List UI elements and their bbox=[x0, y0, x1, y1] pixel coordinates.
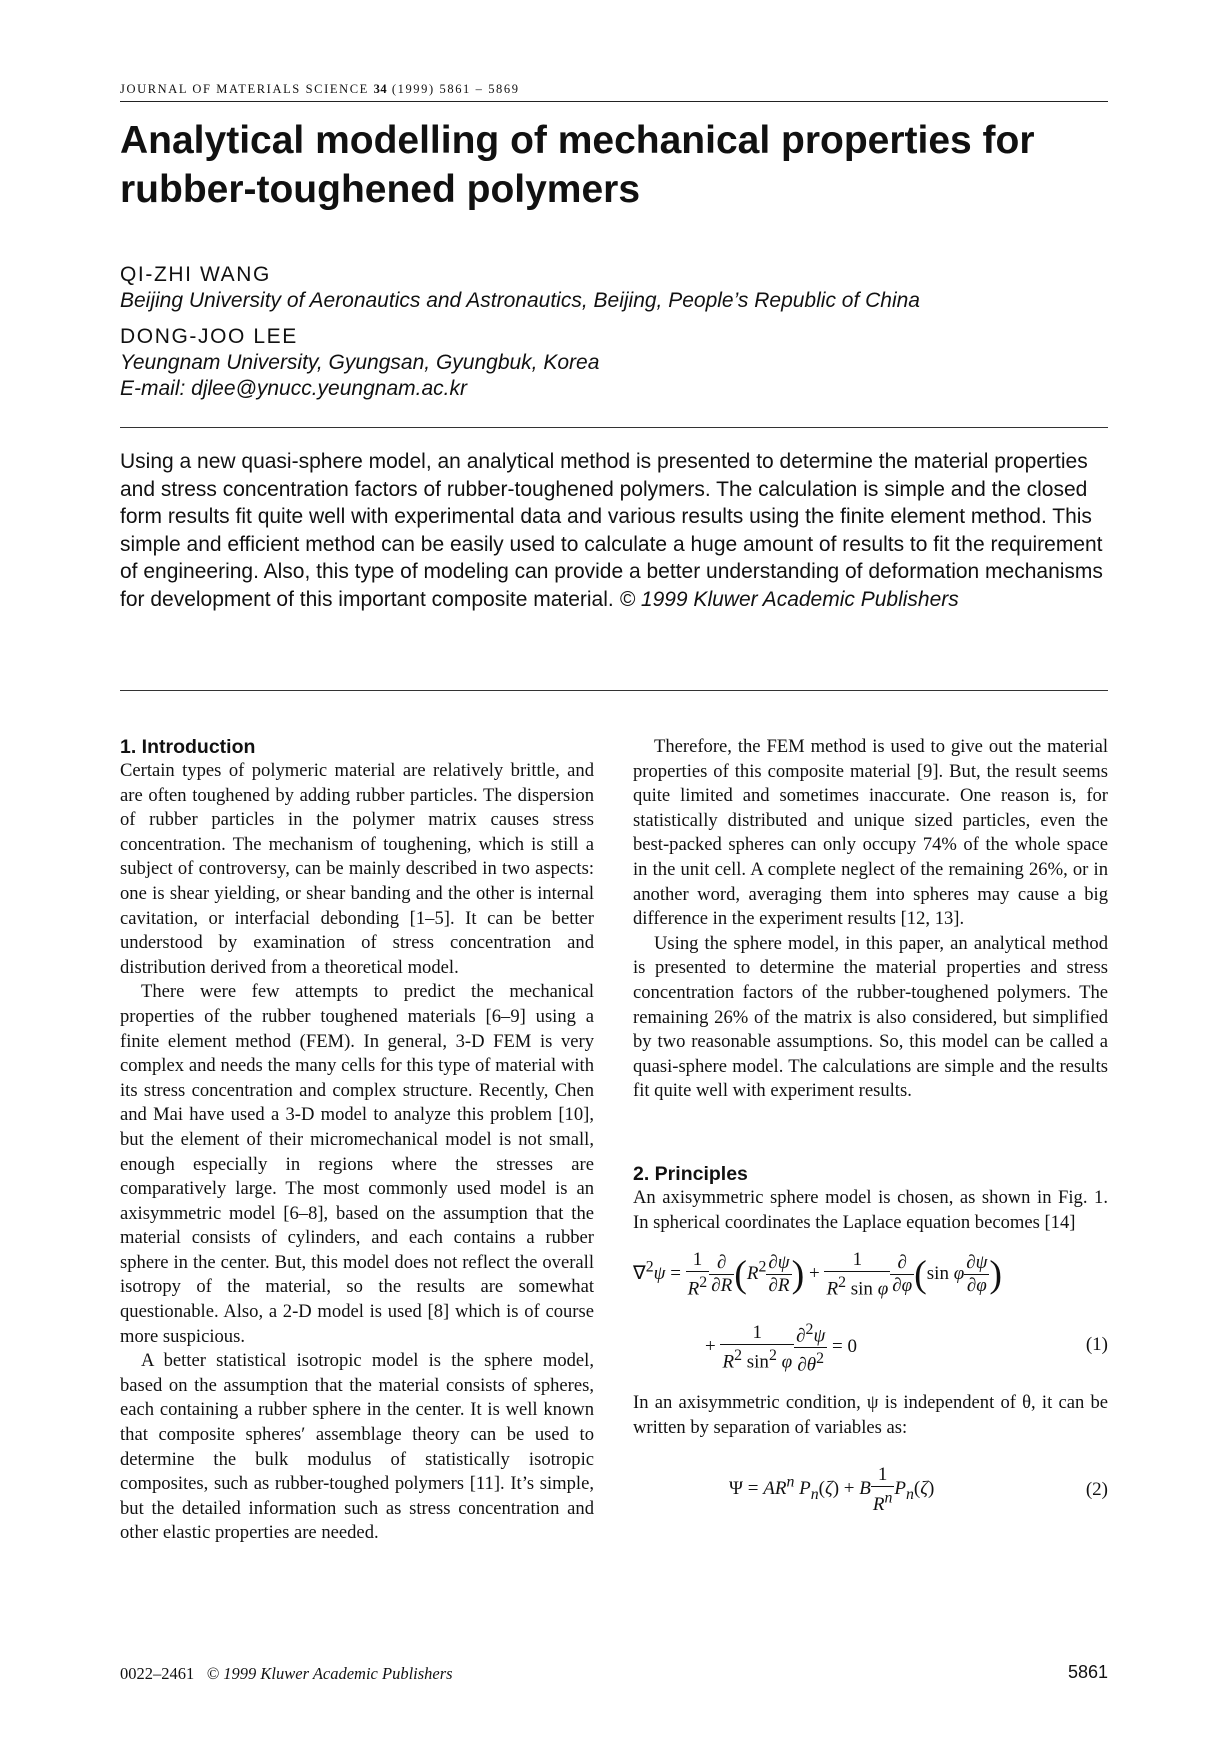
footer-copyright: © 1999 Kluwer Academic Publishers bbox=[206, 1664, 453, 1683]
paragraph: An axisymmetric sphere model is chosen, as shown in Fig. 1. In spherical coordinates the Laplace equation becomes [14] bbox=[633, 1186, 1108, 1233]
author-name: DONG-JOO LEE bbox=[120, 325, 298, 348]
author-affiliation: Beijing University of Aeronautics and Astronautics, Beijing, People’s Republic of China bbox=[120, 289, 920, 312]
divider bbox=[120, 690, 1108, 691]
left-column bbox=[120, 735, 594, 1546]
abstract bbox=[120, 448, 1110, 613]
paper-title: Analytical modelling of mechanical properties for rubber-toughened polymers bbox=[120, 119, 1035, 211]
issn: 0022–2461 bbox=[120, 1664, 195, 1683]
equation-number: (2) bbox=[1085, 1479, 1108, 1501]
journal-name: JOURNAL OF MATERIALS SCIENCE bbox=[120, 82, 369, 96]
equation-1-line-2: + $\frac{1}{R^2 \sin^2 \varphi}$ $\frac{\partial^2\psi}{\partial\theta^2}$ = 0 (1) bbox=[705, 1321, 1108, 1376]
paragraph: Using the sphere model, in this paper, an analytical method is presented to determine the material properties and stress concentration factors of the rubber-toughened polymers. The remaining 26% of the matrix is also considered, but simplified by two reasonable assumptions. So, this model can be called a quasi-sphere model. The calculations are simple and the results fit quite well with experiment results. bbox=[633, 932, 1108, 1102]
paragraph: Certain types of polymeric material are relatively brittle, and are often toughened by adding rubber particles. The dispersion of rubber particles in the polymer matrix causes stress concentration. The mechanism of toughening, which is still a subject of controversy, can be mainly described in two aspects: one is shear yielding, or shear banding and the other is internal cavitation, or interfacial debonding [1–5]. It can be better understood by examination of stress concentration and distribution derived from a theoretical model. bbox=[120, 760, 594, 978]
paragraph: There were few attempts to predict the mechanical properties of the rubber toughened materials [6–9] using a finite element method (FEM). In general, 3-D FEM is very complex and needs the many cells for this type of material with its stress concentration and complex structure. Recently, Chen and Mai have used a 3-D model to analyze this problem [10], but the element of their micromechanical model is not small, enough especially in regions where the stresses are comparatively large. The most commonly used model is an axisymmetric model [6–8], based on the assumption that the material consists of cylinders, and each contains a rubber sphere in the center. But, this model does not reflect the overall isotropy of the material, so the results are somewhat questionable. Also, a 2-D model is used [8] which is of course more suspicious. bbox=[120, 981, 594, 1347]
abstract-text: Using a new quasi-sphere model, an analytical method is presented to determine the material properties and stress concentration factors of rubber-toughened polymers. The calculation is simple and the closed form results fit quite well with experimental data and various results using the finite element method. This simple and efficient method can be easily used to calculate a huge amount of results to fit the requirement of engineering. Also, this type of modeling can provide a better understanding of deformation mechanisms for development of this important composite material. bbox=[120, 450, 1103, 611]
journal-year-pages: (1999) 5861 – 5869 bbox=[391, 82, 520, 96]
equation-1-line-1: ∇$^2$ψ = $\frac{1}{R^2}$ $\frac{\partial}{\partial R}$ ($R^2$ $\frac{\partial\psi}{\partial R}$ ) + $\frac{1}{R^2 \sin \varphi}$ $\frac{\partial}{\partial\varphi}$ (sin φ $\frac{\partial\psi}{\partial\varphi}$ ) bbox=[633, 1249, 1003, 1300]
paragraph: A better statistical isotropic model is the sphere model, based on the assumption that the material consists of spheres, each containing a rubber sphere in the center. It is well known that composite spheres′ assemblage theory can be used to determine the bulk modulus of statistically isotropic composites, such as rubber-toughed polymers [11]. It’s simple, but the detailed information such as stress concentration and other elastic properties are needed. bbox=[120, 1350, 594, 1544]
author-name: QI-ZHI WANG bbox=[120, 263, 271, 286]
right-column bbox=[633, 735, 1108, 1516]
divider bbox=[120, 427, 1108, 428]
journal-header bbox=[120, 82, 1108, 102]
footer-issn bbox=[120, 1664, 453, 1684]
author-email: E-mail: djlee@ynucc.yeungnam.ac.kr bbox=[120, 377, 467, 400]
paragraph: Therefore, the FEM method is used to give out the material properties of this composite material [9]. But, the result seems quite limited and sometimes inaccurate. One reason is, for statistically distributed and unique sized particles, even the best-packed spheres can only occupy 74% of the whole space in the unit cell. A complete neglect of the remaining 26%, or in another word, averaging them into spheres may cause a big difference in the experiment results [12, 13]. bbox=[633, 736, 1108, 930]
section-heading: 2. Principles bbox=[633, 1162, 748, 1185]
journal-volume: 34 bbox=[373, 82, 388, 96]
equation-2: $\Psi = AR^n$ $P_n(\zeta) + B$ $\frac{1}{R^n}$ $P_n(\zeta)$ (2) bbox=[729, 1464, 1108, 1515]
section-heading: 1. Introduction bbox=[120, 736, 256, 758]
paragraph: In an axisymmetric condition, ψ is independent of θ, it can be written by separation of variables as: bbox=[633, 1392, 1108, 1438]
page-number: 5861 bbox=[1067, 1662, 1108, 1682]
author-affiliation: Yeungnam University, Gyungsan, Gyungbuk, Korea bbox=[120, 351, 600, 374]
abstract-copyright: © 1999 Kluwer Academic Publishers bbox=[619, 587, 959, 611]
equation-number: (1) bbox=[1085, 1334, 1108, 1356]
